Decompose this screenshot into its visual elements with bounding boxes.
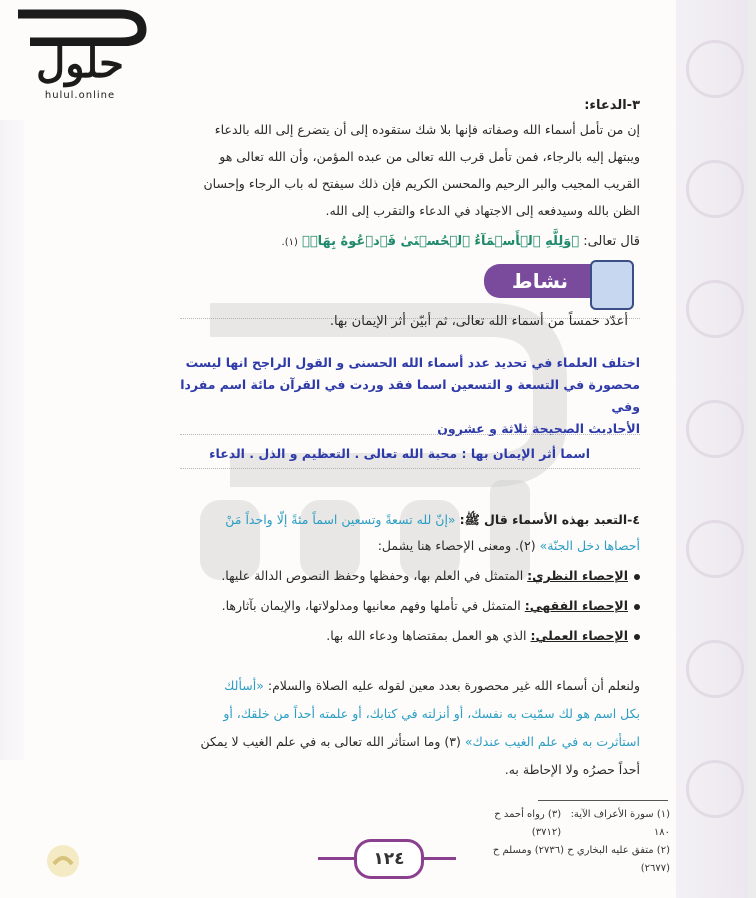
border-ornament bbox=[686, 160, 744, 218]
footnote-row bbox=[470, 806, 670, 842]
page-number-ornament bbox=[318, 857, 356, 860]
item-text: المتمثل في تأملها وفهم معانيها ومدلولاتها، والإيمان بآثارها. bbox=[221, 598, 521, 613]
quran-verse: ﴿وَلِلَّهِ ٱلۡأَسۡمَآءُ ٱلۡحُسۡنَىٰ فَٱدۡعُوهُ بِهَاۖ﴾ bbox=[302, 234, 580, 249]
paragraph bbox=[120, 116, 640, 224]
item-text: الذي هو العمل بمقتضاها ودعاء الله بها. bbox=[326, 628, 527, 643]
pencil-icon bbox=[590, 260, 634, 310]
corner-logo-icon bbox=[44, 842, 82, 880]
footnotes bbox=[470, 806, 670, 878]
footnote-divider bbox=[538, 800, 668, 801]
answer-line: الأحاديث الصحيحة ثلاثة و عشرون bbox=[437, 421, 640, 436]
text-run: ولنعلم أن أسماء الله غير محصورة بعدد معين لقوله عليه الصلاة والسلام: bbox=[267, 678, 640, 693]
hadith-line: بكل اسم هو لك سمّيت به نفسك، أو أنزلته في كتابك، أو علمته أحداً من خلقك، أو bbox=[223, 706, 640, 721]
list-item bbox=[180, 622, 640, 649]
quran-quote-line bbox=[180, 228, 640, 256]
logo-text: حلول bbox=[36, 40, 124, 87]
page-edge bbox=[748, 0, 756, 898]
footnote: (٢) متفق عليه البخاري ح (٢٧٣٦) ومسلم ح (٢٦٧٧) bbox=[492, 845, 670, 874]
activity-answer bbox=[150, 352, 640, 440]
divider bbox=[180, 434, 640, 435]
text-run: (٣) وما استأثر الله تعالى به في علم الغيب لا يمكن bbox=[200, 734, 461, 749]
closing-paragraph bbox=[150, 672, 640, 784]
hadith-line bbox=[180, 532, 640, 559]
section4-heading-line bbox=[180, 506, 640, 533]
paragraph-line bbox=[150, 728, 640, 756]
border-ornament bbox=[686, 40, 744, 98]
left-border bbox=[0, 120, 24, 760]
item-term: الإحصاء العملي: bbox=[530, 628, 628, 643]
activity-answer-names: اسما أثر الإيمان بها : محبة الله تعالى . التعظيم و الذل . الدعاء bbox=[209, 446, 590, 461]
site-logo[interactable] bbox=[10, 6, 150, 106]
hadith-text: «أسألك bbox=[224, 678, 264, 693]
divider bbox=[180, 468, 640, 469]
border-ornament bbox=[686, 280, 744, 338]
activity-banner bbox=[484, 260, 634, 306]
border-ornament bbox=[686, 640, 744, 698]
hadith-text: استأثرت به في علم الغيب عندك» bbox=[464, 734, 640, 749]
section-heading: ٣-الدعاء: bbox=[584, 98, 640, 113]
bullet-icon bbox=[634, 574, 640, 580]
bullet-icon bbox=[634, 634, 640, 640]
answer-line: اختلف العلماء في تحديد عدد أسماء الله الحسنى و القول الراجح انها ليست bbox=[185, 355, 640, 370]
page-border-decoration bbox=[676, 0, 748, 898]
bullet-icon bbox=[634, 604, 640, 610]
paragraph-line: ويبتهل إليه بالرجاء، فمن تأمل قرب الله تعالى من عبده المؤمن، وأن الله تعالى هو bbox=[219, 149, 640, 164]
footnote: (١) سورة الأعراف الآية: ١٨٠ bbox=[570, 809, 670, 838]
list-item bbox=[180, 562, 640, 589]
paragraph-line: إن من تأمل أسماء الله وصفاته فإنها بلا شك ستقوده إلى أن يتضرع إلى الله بالدعاء bbox=[214, 122, 640, 137]
paragraph-line bbox=[150, 672, 640, 700]
footnote: (٣) رواه أحمد ح (٣٧١٢) bbox=[494, 809, 562, 838]
activity-title: نشاط bbox=[484, 264, 596, 298]
item-term: الإحصاء الفقهي: bbox=[524, 598, 628, 613]
logo-url: hulul.online bbox=[44, 90, 116, 101]
quote-prefix: قال تعالى: bbox=[583, 234, 640, 249]
border-ornament bbox=[686, 520, 744, 578]
footnote-ref: (١). bbox=[281, 237, 298, 248]
paragraph-line: الظن بالله وسيدفعه إلى الاجتهاد في الدعاء والتقرب إلى الله. bbox=[325, 203, 640, 218]
page-number: ١٢٤ bbox=[354, 839, 424, 879]
item-text: المتمثل في العلم بها، وحفظها وحفظ النصوص الدالة عليها. bbox=[221, 568, 524, 583]
hadith-text: أحصاها دخل الجنّة» bbox=[539, 538, 640, 553]
item-term: الإحصاء النظري: bbox=[527, 568, 628, 583]
answer-line: محصورة في التسعة و التسعين اسما فقد وردت في القرآن مائة اسم مفردا وفي bbox=[180, 377, 640, 414]
border-ornament bbox=[686, 400, 744, 458]
hadith-continuation: (٢). ومعنى الإحصاء هنا يشمل: bbox=[377, 538, 536, 553]
paragraph-line: القريب المجيب والبر الرحيم والمحسن الكريم فإن ذلك سيفتح له باب الرجاء وإحسان bbox=[203, 176, 640, 191]
border-ornament bbox=[686, 760, 744, 818]
section-heading: ٤-التعبد بهذه الأسماء قال ﷺ: bbox=[459, 512, 640, 527]
activity-prompt: أعدّد خمساً من أسماء الله تعالى، ثم أبيّن أثر الإيمان بها. bbox=[329, 314, 628, 329]
paragraph-line: أحداً حصرُه ولا الإحاطة به. bbox=[504, 762, 640, 777]
hadith-text: «إنّ لله تسعةً وتسعين اسماً مئةً إلّا واحداً مَنْ bbox=[225, 512, 456, 527]
list-item bbox=[180, 592, 640, 619]
